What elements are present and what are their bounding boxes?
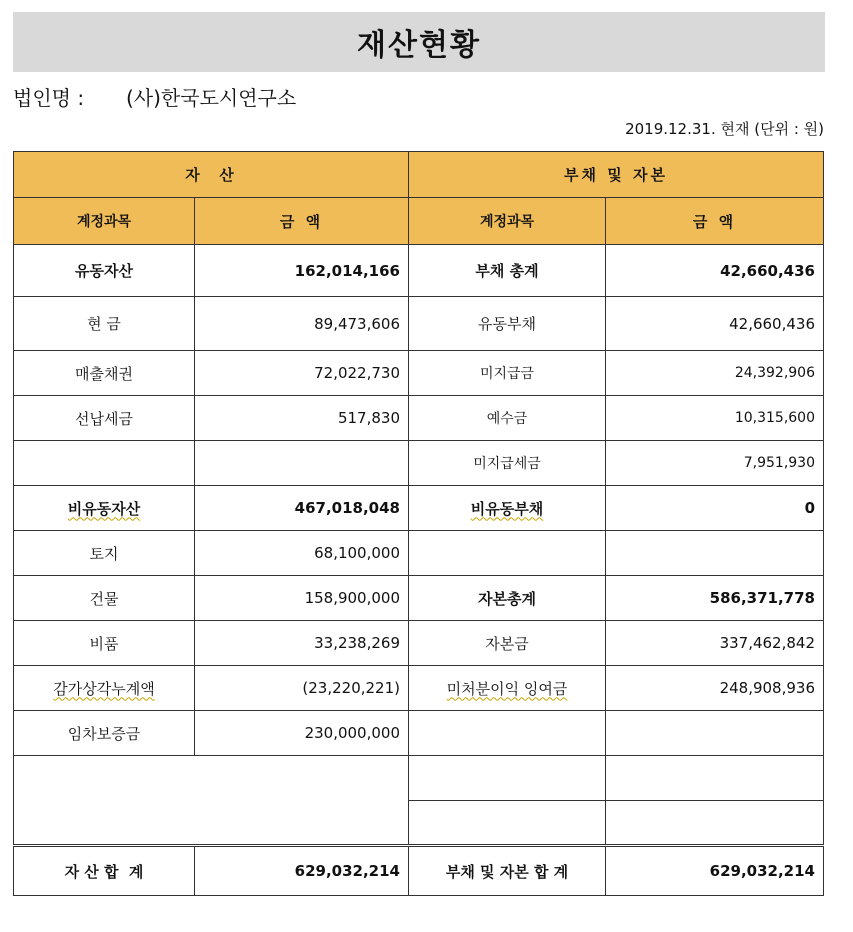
balance-table [13,151,824,896]
table-row [14,576,824,621]
asset-name: 토지 [14,531,195,576]
asset-name [14,486,195,531]
asset-amount: 72,022,730 [195,351,409,396]
amount-header: 금 액 [606,198,824,245]
section-header-row [14,152,824,198]
empty-cell [606,801,824,846]
empty-cell [409,756,606,801]
asset-name-text: 감가상각누계액 [53,679,155,698]
liability-amount: 42,660,436 [606,245,824,297]
asset-name [14,666,195,711]
liab-total-label: 부채 및 자본 합 계 [409,846,606,896]
liability-name-text: 비유동부채 [470,499,544,518]
column-header-row [14,198,824,245]
table-row [14,531,824,576]
table-row [14,441,824,486]
liability-amount: 248,908,936 [606,666,824,711]
assets-header: 자 산 [14,152,409,198]
liability-amount: 10,315,600 [606,396,824,441]
amount-header: 금 액 [195,198,409,245]
table-row [14,666,824,711]
liability-amount: 337,462,842 [606,621,824,666]
empty-cell [606,756,824,801]
account-header: 계정과목 [409,198,606,245]
liability-amount [606,531,824,576]
liability-name-text: 미처분이익 잉여금 [446,679,568,698]
table-row [14,486,824,531]
table-row [14,396,824,441]
liability-name: 유동부채 [409,297,606,351]
liability-amount: 42,660,436 [606,297,824,351]
liab-total-amount: 629,032,214 [606,846,824,896]
asset-amount: 89,473,606 [195,297,409,351]
asset-amount: 517,830 [195,396,409,441]
total-row [14,846,824,896]
table-row [14,245,824,297]
table-row [14,621,824,666]
asset-amount: 230,000,000 [195,711,409,756]
liability-amount [606,711,824,756]
asset-name: 건물 [14,576,195,621]
table-row [14,711,824,756]
table-row [14,297,824,351]
asset-amount: 33,238,269 [195,621,409,666]
liability-name: 자본금 [409,621,606,666]
corporation-line [13,82,296,111]
asset-name: 현 금 [14,297,195,351]
liability-amount: 7,951,930 [606,441,824,486]
corp-name: (사)한국도시연구소 [126,86,297,110]
liability-name: 미지급금 [409,351,606,396]
asset-name: 임차보증금 [14,711,195,756]
empty-cell [409,801,606,846]
asset-name: 유동자산 [14,245,195,297]
assets-total-label: 자 산 합 계 [14,846,195,896]
liability-name [409,486,606,531]
liability-amount: 24,392,906 [606,351,824,396]
asset-name: 비품 [14,621,195,666]
asset-amount [195,441,409,486]
asset-amount: 68,100,000 [195,531,409,576]
account-header: 계정과목 [14,198,195,245]
liability-name: 예수금 [409,396,606,441]
asset-amount: 158,900,000 [195,576,409,621]
liabilities-header: 부채 및 자본 [409,152,824,198]
page-title: 재산현황 [357,28,481,63]
liability-name: 부채 총계 [409,245,606,297]
title-bar [13,12,825,72]
empty-cell [14,756,409,846]
liability-name [409,666,606,711]
corp-label: 법인명 : [13,86,85,110]
liability-name [409,711,606,756]
asset-name: 매출채권 [14,351,195,396]
assets-total-amount: 629,032,214 [195,846,409,896]
liability-name [409,531,606,576]
table-row [14,756,824,801]
asset-amount: 162,014,166 [195,245,409,297]
asset-name [14,441,195,486]
liability-name: 미지급세금 [409,441,606,486]
liability-amount: 0 [606,486,824,531]
asset-name-text: 비유동자산 [67,499,141,518]
asset-amount: (23,220,221) [195,666,409,711]
liability-amount: 586,371,778 [606,576,824,621]
date-unit: 2019.12.31. 현재 (단위 : 원) [625,120,824,138]
table-row [14,351,824,396]
asset-amount: 467,018,048 [195,486,409,531]
asset-name: 선납세금 [14,396,195,441]
liability-name: 자본총계 [409,576,606,621]
